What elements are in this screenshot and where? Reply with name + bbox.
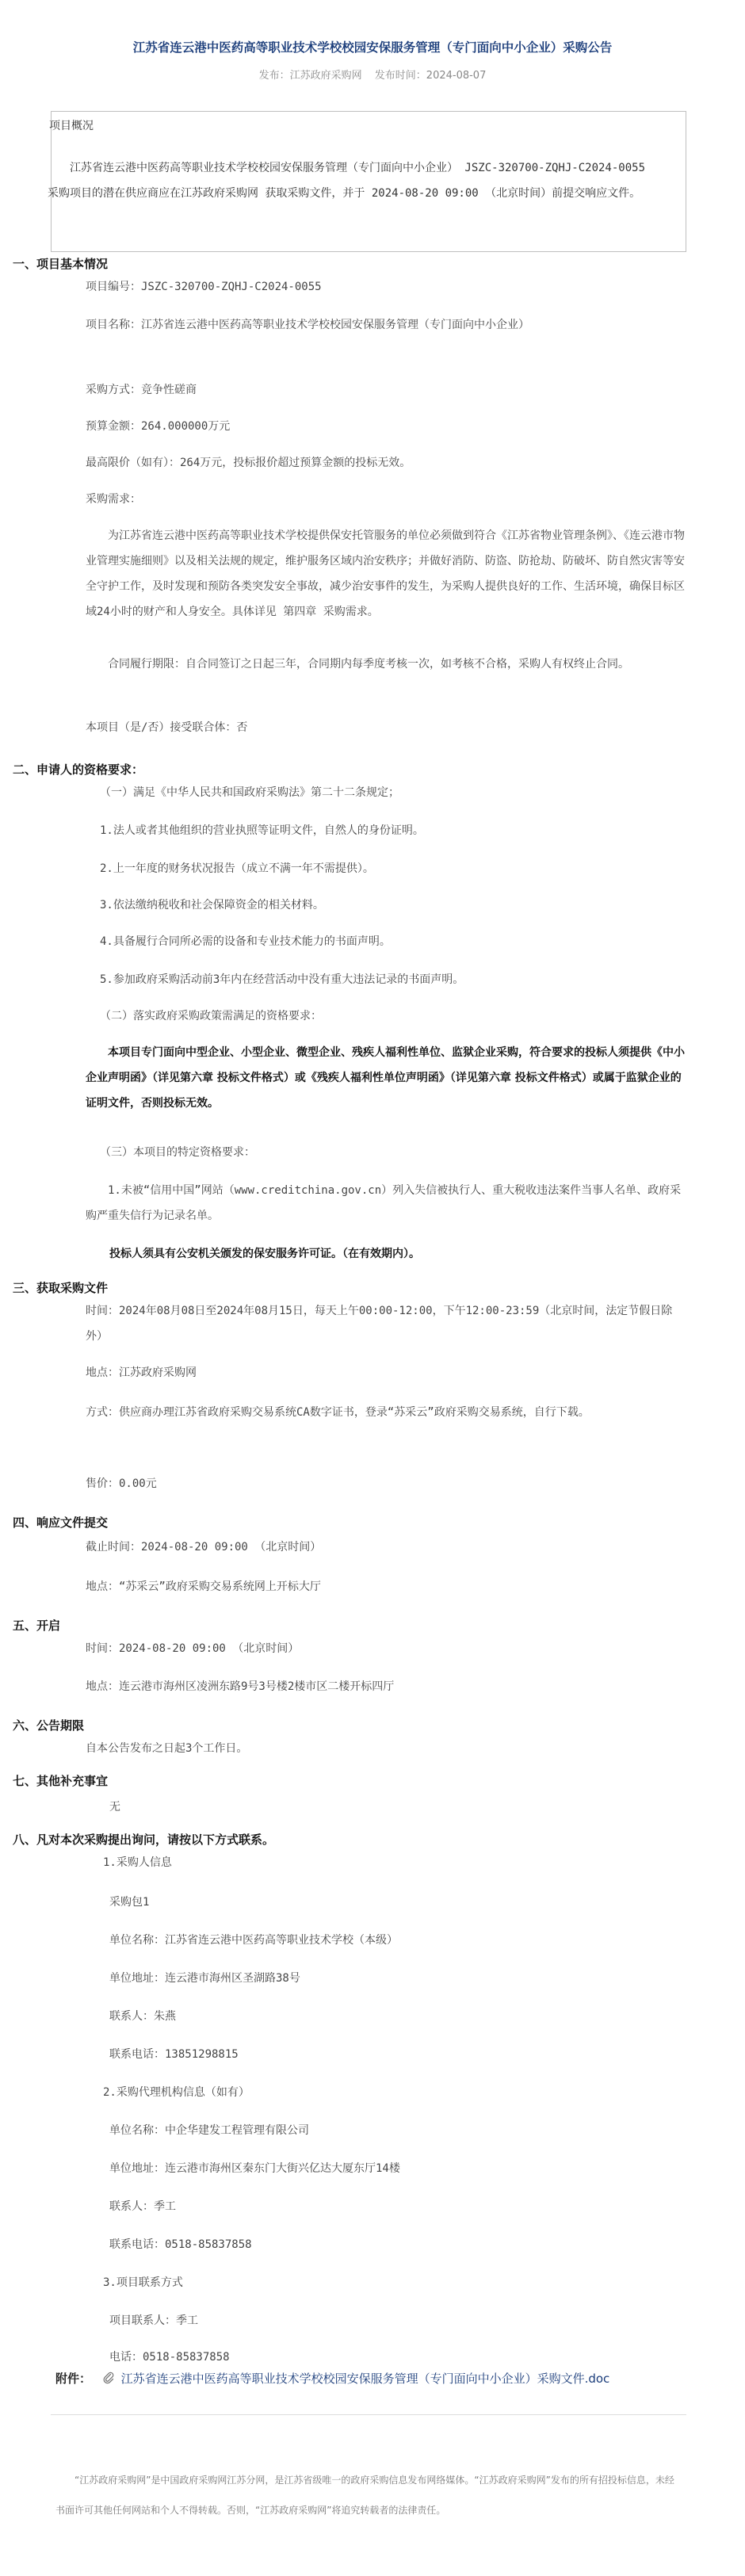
section-heading-4: 四、响应文件提交 <box>13 1515 109 1530</box>
project-contact-title: 3.项目联系方式 <box>103 2276 183 2289</box>
attachment-row <box>55 2370 609 2387</box>
project-number: 项目编号：JSZC-320700-ZQHJ-C2024-0055 <box>86 281 322 293</box>
qualification-sub-2: （二）落实政府采购政策需满足的资格要求： <box>100 1010 322 1022</box>
project-contact-person: 项目联系人：季工 <box>109 2314 198 2327</box>
agency-address: 单位地址：连云港市海州区秦东门大街兴亿达大厦东厅14楼 <box>109 2162 400 2175</box>
section-heading-5: 五、开启 <box>13 1619 61 1633</box>
publish-meta <box>0 67 745 82</box>
qualification-item-2: 2.上一年度的财务状况报告（成立不满一年不需提供）。 <box>100 862 374 875</box>
footer-divider <box>51 2414 686 2415</box>
budget-amount: 预算金额：264.000000万元 <box>86 420 231 433</box>
section-heading-3: 三、获取采购文件 <box>13 1281 109 1295</box>
attachment-label: 附件： <box>55 2372 92 2386</box>
section-heading-8: 八、凡对本次采购提出询问，请按以下方式联系。 <box>13 1833 275 1847</box>
obtain-way: 方式：供应商办理江苏省政府采购交易系统CA数字证书，登录“苏采云”政府采购交易系统，自行下载。 <box>86 1406 590 1419</box>
agency-title: 2.采购代理机构信息（如有） <box>103 2086 250 2099</box>
submit-place: 地点：“苏采云”政府采购交易系统网上开标大厅 <box>86 1580 321 1593</box>
section-heading-7: 七、其他补充事宜 <box>13 1774 109 1788</box>
qualification-item-3: 3.依法缴纳税收和社会保障资金的相关材料。 <box>100 899 324 912</box>
section-heading-1: 一、项目基本情况 <box>13 257 109 271</box>
opening-time: 时间：2024-08-20 09:00 （北京时间） <box>86 1642 300 1655</box>
section-heading-6: 六、公告期限 <box>13 1718 85 1733</box>
opening-place: 地点：连云港市海州区凌洲东路9号3号楼2楼市区二楼开标四厅 <box>86 1680 395 1693</box>
obtain-price: 售价：0.00元 <box>86 1477 157 1490</box>
other-matters: 无 <box>109 1801 120 1814</box>
qualification-item-5: 5.参加政府采购活动前3年内在经营活动中没有重大违法记录的书面声明。 <box>100 973 464 986</box>
footer-disclaimer: “江苏政府采购网”是中国政府采购网江苏分网，是江苏省级唯一的政府采购信息发布网络媒体。“江苏政府采购网”发布的所有招投标信息，未经书面许可其他任何网站和个人不得转载。否则，“江苏政府采购网”将追究转载者的法律责任。 <box>55 2475 674 2516</box>
qualification-sub-1: （一）满足《中华人民共和国政府采购法》第二十二条规定； <box>100 786 399 799</box>
purchaser-title: 1.采购人信息 <box>103 1856 172 1869</box>
package-label: 采购包1 <box>109 1896 150 1909</box>
max-price: 最高限价（如有）：264万元，投标报价超过预算金额的投标无效。 <box>86 457 411 469</box>
project-contact-phone: 电话：0518-85837858 <box>109 2351 230 2364</box>
attachment-file-link[interactable]: 江苏省连云港中医药高等职业技术学校校园安保服务管理（专门面向中小企业）采购文件.doc <box>120 2372 610 2386</box>
obtain-place: 地点：江苏政府采购网 <box>86 1366 197 1379</box>
notice-period: 自本公告发布之日起3个工作日。 <box>86 1742 248 1755</box>
submit-deadline: 截止时间：2024-08-20 09:00 （北京时间） <box>86 1541 322 1554</box>
license-requirement: 投标人须具有公安机关颁发的保安服务许可证。（在有效期内）。 <box>109 1248 420 1260</box>
consortium-info: 本项目（是/否）接受联合体：否 <box>86 721 248 734</box>
overview-title: 项目概况 <box>49 120 94 132</box>
qualification-item-4: 4.具备履行合同所必需的设备和专业技术能力的书面声明。 <box>100 935 391 948</box>
purchaser-name: 单位名称：江苏省连云港中医药高等职业技术学校（本级） <box>109 1934 398 1947</box>
publish-time: 发布时间：2024-08-07 <box>374 70 487 82</box>
purchaser-phone: 联系电话：13851298815 <box>109 2048 239 2061</box>
purchaser-address: 单位地址：连云港市海州区圣湖路38号 <box>109 1972 300 1985</box>
paperclip-icon <box>103 2372 118 2386</box>
qualification-item-1: 1.法人或者其他组织的营业执照等证明文件，自然人的身份证明。 <box>100 824 424 837</box>
agency-phone: 联系电话：0518-85837858 <box>109 2238 252 2251</box>
agency-contact: 联系人：季工 <box>109 2200 176 2213</box>
section-heading-2: 二、申请人的资格要求： <box>13 762 144 777</box>
policy-requirement: 本项目专门面向中型企业、小型企业、微型企业、残疾人福利性单位、监狱企业采购，符合要求的投标人须提供《中小企业声明函》（详见第六章 投标文件格式）或《残疾人福利性单位声明函》（详见第六章 投标文件格式）或属于监狱企业的证明文件，否则投标无效。 <box>86 1046 685 1110</box>
project-name: 项目名称：江苏省连云港中医药高等职业技术学校校园安保服务管理（专门面向中小企业） <box>86 319 529 331</box>
overview-body: 江苏省连云港中医药高等职业技术学校校园安保服务管理（专门面向中小企业） JSZC-320700-ZQHJ-C2024-0055 采购项目的潜在供应商应在江苏政府采购网 获取采购文件，并于 2024-08-20 09:00 （北京时间）前提交响应文件。 <box>48 162 646 200</box>
requirements-text: 为江苏省连云港中医药高等职业技术学校提供保安托管服务的单位必须做到符合《江苏省物业管理条例》、《连云港市物业管理实施细则》以及相关法规的规定，维护服务区域内治安秩序；并做好消防、防盗、防抢劫、防破坏、防自然灾害等安全守护工作，及时发现和预防各类突发安全事故，减少治安事件的发生，为采购人提供良好的工作、生活环境，确保目标区域24小时的财产和人身安全。具体详见 第四章 采购需求。 <box>86 529 685 618</box>
page-title: 江苏省连云港中医药高等职业技术学校校园安保服务管理（专门面向中小企业）采购公告 <box>132 40 613 55</box>
agency-name: 单位名称：中企华建发工程管理有限公司 <box>109 2124 309 2137</box>
procurement-method: 采购方式：竞争性磋商 <box>86 384 197 396</box>
obtain-time: 时间：2024年08月08日至2024年08月15日，每天上午00:00-12:00，下午12:00-23:59（北京时间，法定节假日除外） <box>86 1305 673 1343</box>
publisher: 发布：江苏政府采购网 <box>258 70 362 82</box>
special-requirement: 1.未被“信用中国”网站（www.creditchina.gov.cn）列入失信被执行人、重大税收违法案件当事人名单、政府采购严重失信行为记录名单。 <box>86 1184 682 1222</box>
purchaser-contact: 联系人：朱燕 <box>109 2010 176 2023</box>
qualification-sub-3: （三）本项目的特定资格要求： <box>100 1146 255 1159</box>
contract-period: 合同履行期限：自合同签订之日起三年，合同期内每季度考核一次，如考核不合格，采购人有权终止合同。 <box>108 658 629 671</box>
requirements-label: 采购需求： <box>86 493 141 506</box>
